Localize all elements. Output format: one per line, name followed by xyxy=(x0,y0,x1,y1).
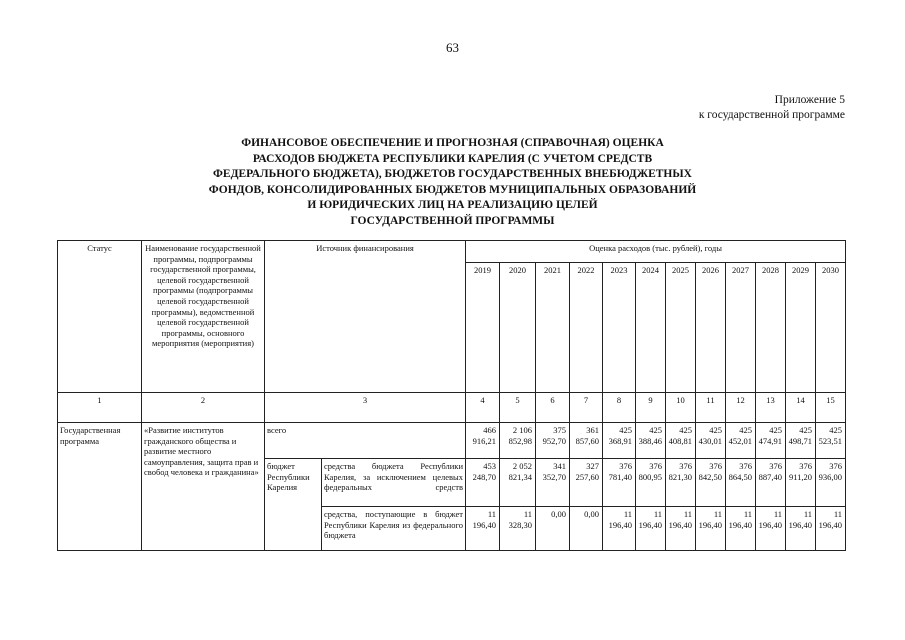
program-status: Государственная программа xyxy=(58,423,142,551)
value-cell: 376 911,20 xyxy=(786,459,816,507)
value-cell: 425 498,71 xyxy=(786,423,816,459)
column-number: 15 xyxy=(816,393,846,423)
year-header: 2029 xyxy=(786,263,816,393)
column-number: 6 xyxy=(536,393,570,423)
appendix-line-2: к государственной программе xyxy=(698,109,845,121)
title-line: ФОНДОВ, КОНСОЛИДИРОВАННЫХ БЮДЖЕТОВ МУНИЦИПАЛЬНЫХ ОБРАЗОВАНИЙ xyxy=(208,183,697,196)
source-regional-funds: средства бюджета Республики Карелия, за исключением целевых федеральных средств xyxy=(322,459,466,507)
year-header: 2028 xyxy=(756,263,786,393)
value-cell: 361 857,60 xyxy=(570,423,603,459)
column-number: 13 xyxy=(756,393,786,423)
value-cell: 2 106 852,98 xyxy=(500,423,536,459)
column-number: 12 xyxy=(726,393,756,423)
value-cell: 11 196,40 xyxy=(696,507,726,551)
value-cell: 425 430,01 xyxy=(696,423,726,459)
value-cell: 11 196,40 xyxy=(603,507,636,551)
year-header: 2022 xyxy=(570,263,603,393)
title-line: И ЮРИДИЧЕСКИХ ЛИЦ НА РЕАЛИЗАЦИЮ ЦЕЛЕЙ xyxy=(307,199,598,211)
source-total: всего xyxy=(265,423,466,459)
column-number: 7 xyxy=(570,393,603,423)
value-cell: 376 864,50 xyxy=(726,459,756,507)
column-number: 5 xyxy=(500,393,536,423)
document-title xyxy=(150,136,755,229)
value-cell: 376 781,40 xyxy=(603,459,636,507)
value-cell: 0,00 xyxy=(536,507,570,551)
year-header: 2020 xyxy=(500,263,536,393)
page-number: 63 xyxy=(446,40,459,55)
title-line: ГОСУДАРСТВЕННОЙ ПРОГРАММЫ xyxy=(350,214,555,227)
column-number: 2 xyxy=(142,393,265,423)
column-number: 1 xyxy=(58,393,142,423)
year-header: 2030 xyxy=(816,263,846,393)
title-line: РАСХОДОВ БЮДЖЕТА РЕСПУБЛИКИ КАРЕЛИЯ (С УЧЕТОМ СРЕДСТВ xyxy=(252,152,653,165)
value-cell: 11 196,40 xyxy=(636,507,666,551)
year-header: 2024 xyxy=(636,263,666,393)
program-name: «Развитие институтов гражданского общества и развитие местного самоуправления, защита прав и свобод человека и гражданина» xyxy=(142,423,265,551)
value-cell: 453 248,70 xyxy=(466,459,500,507)
value-cell: 425 452,01 xyxy=(726,423,756,459)
column-number: 4 xyxy=(466,393,500,423)
title-line: ФЕДЕРАЛЬНОГО БЮДЖЕТА), БЮДЖЕТОВ ГОСУДАРСТВЕННЫХ ВНЕБЮДЖЕТНЫХ xyxy=(213,168,692,180)
column-number: 9 xyxy=(636,393,666,423)
value-cell: 376 842,50 xyxy=(696,459,726,507)
header-estimate: Оценка расходов (тыс. рублей), годы xyxy=(466,241,846,263)
header-status: Статус xyxy=(58,241,142,393)
value-cell: 11 196,40 xyxy=(726,507,756,551)
column-number: 3 xyxy=(265,393,466,423)
column-number: 11 xyxy=(696,393,726,423)
year-header: 2026 xyxy=(696,263,726,393)
value-cell: 327 257,60 xyxy=(570,459,603,507)
value-cell: 375 952,70 xyxy=(536,423,570,459)
value-cell: 425 523,51 xyxy=(816,423,846,459)
column-number: 14 xyxy=(786,393,816,423)
value-cell: 11 196,40 xyxy=(786,507,816,551)
year-header: 2019 xyxy=(466,263,500,393)
year-header: 2025 xyxy=(666,263,696,393)
value-cell: 425 368,91 xyxy=(603,423,636,459)
value-cell: 0,00 xyxy=(570,507,603,551)
value-cell: 466 916,21 xyxy=(466,423,500,459)
year-header: 2027 xyxy=(726,263,756,393)
value-cell: 11 196,40 xyxy=(756,507,786,551)
header-source: Источник финансирования xyxy=(265,241,466,393)
header-name: Наименование государственной программы, подпрограммы государственной программы, целевой государственной программы (подпрограммы целевой государственной программы), ведомственной целевой государственной программы, основного мероприятия (мероприятия) xyxy=(142,241,265,393)
value-cell: 425 474,91 xyxy=(756,423,786,459)
value-cell: 425 408,81 xyxy=(666,423,696,459)
value-cell: 341 352,70 xyxy=(536,459,570,507)
value-cell: 376 821,30 xyxy=(666,459,696,507)
source-federal-funds: средства, поступающие в бюджет Республики Карелия из федерального бюджета xyxy=(322,507,466,551)
value-cell: 11 196,40 xyxy=(816,507,846,551)
year-header: 2023 xyxy=(603,263,636,393)
value-cell: 2 052 821,34 xyxy=(500,459,536,507)
title-line: ФИНАНСОВОЕ ОБЕСПЕЧЕНИЕ И ПРОГНОЗНАЯ (СПРАВОЧНАЯ) ОЦЕНКА xyxy=(241,137,664,149)
column-number: 8 xyxy=(603,393,636,423)
value-cell: 376 887,40 xyxy=(756,459,786,507)
source-group-budget: бюджет Республики Карелия xyxy=(265,459,322,551)
appendix-line-1: Приложение 5 xyxy=(774,94,845,106)
financing-table xyxy=(57,240,846,551)
value-cell: 425 388,46 xyxy=(636,423,666,459)
appendix-note xyxy=(699,93,845,123)
column-number: 10 xyxy=(666,393,696,423)
year-header: 2021 xyxy=(536,263,570,393)
value-cell: 11 328,30 xyxy=(500,507,536,551)
value-cell: 376 800,95 xyxy=(636,459,666,507)
value-cell: 376 936,00 xyxy=(816,459,846,507)
table-row xyxy=(58,423,846,459)
value-cell: 11 196,40 xyxy=(466,507,500,551)
value-cell: 11 196,40 xyxy=(666,507,696,551)
